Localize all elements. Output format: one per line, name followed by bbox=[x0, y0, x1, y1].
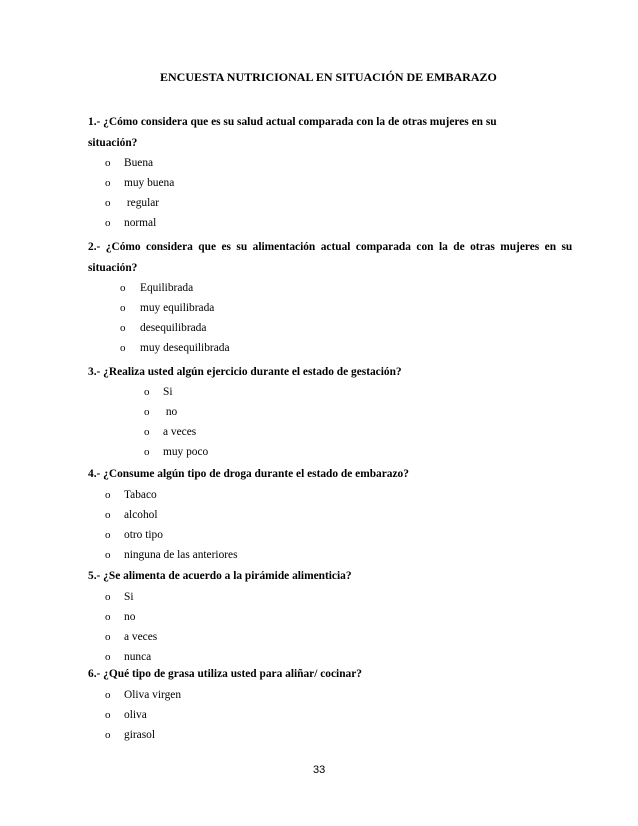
option-label: Tabaco bbox=[124, 489, 157, 501]
option-bullet: o bbox=[105, 217, 111, 229]
option-bullet: o bbox=[105, 689, 111, 701]
option-label: Buena bbox=[124, 157, 154, 169]
page-number: 33 bbox=[313, 764, 326, 776]
option-label: Si bbox=[124, 591, 134, 603]
option-label: ninguna de las anteriores bbox=[124, 549, 238, 561]
question-text: 5.- ¿Se alimenta de acuerdo a la pirámide alimenticia? bbox=[88, 570, 352, 582]
question-text-continued: situación? bbox=[88, 262, 138, 274]
option-label: oliva bbox=[124, 709, 147, 721]
option-label: nunca bbox=[124, 651, 152, 663]
option-bullet: o bbox=[105, 489, 111, 501]
option-bullet: o bbox=[144, 446, 150, 458]
option-label: normal bbox=[124, 217, 157, 229]
option-bullet: o bbox=[120, 342, 126, 354]
option-bullet: o bbox=[105, 591, 111, 603]
option-label: Oliva virgen bbox=[124, 689, 182, 701]
option-bullet: o bbox=[105, 611, 111, 623]
option-bullet: o bbox=[120, 302, 126, 314]
option-label: girasol bbox=[124, 729, 156, 741]
option-bullet: o bbox=[144, 386, 150, 398]
option-label: otro tipo bbox=[124, 529, 163, 541]
option-bullet: o bbox=[105, 177, 111, 189]
option-bullet: o bbox=[105, 157, 111, 169]
option-bullet: o bbox=[105, 651, 111, 663]
question-text: 2.- ¿Cómo considera que es su alimentación actual comparada con la de otras mujeres en su bbox=[88, 241, 573, 253]
option-bullet: o bbox=[144, 426, 150, 438]
question-text: 4.- ¿Consume algún tipo de droga durante el estado de embarazo? bbox=[88, 468, 409, 480]
option-label: no bbox=[163, 406, 178, 418]
option-bullet: o bbox=[105, 509, 111, 521]
option-label: muy poco bbox=[163, 446, 209, 458]
question-text: 1.- ¿Cómo considera que es su salud actual comparada con la de otras mujeres en su bbox=[88, 116, 497, 128]
option-label: muy equilibrada bbox=[140, 302, 215, 314]
question-text-continued: situación? bbox=[88, 137, 138, 149]
option-bullet: o bbox=[144, 406, 150, 418]
option-bullet: o bbox=[105, 197, 111, 209]
option-label: Equilibrada bbox=[140, 282, 194, 294]
option-label: muy buena bbox=[124, 177, 175, 189]
option-bullet: o bbox=[120, 322, 126, 334]
option-label: regular bbox=[124, 197, 160, 209]
question-text: 6.- ¿Qué tipo de grasa utiliza usted para aliñar/ cocinar? bbox=[88, 668, 362, 680]
option-label: Si bbox=[163, 386, 173, 398]
option-bullet: o bbox=[105, 709, 111, 721]
option-label: alcohol bbox=[124, 509, 158, 521]
option-bullet: o bbox=[105, 549, 111, 561]
option-label: desequilibrada bbox=[140, 322, 207, 334]
option-bullet: o bbox=[105, 529, 111, 541]
option-label: a veces bbox=[124, 631, 158, 643]
option-label: a veces bbox=[163, 426, 197, 438]
option-bullet: o bbox=[105, 631, 111, 643]
option-bullet: o bbox=[105, 729, 111, 741]
option-bullet: o bbox=[120, 282, 126, 294]
option-label: muy desequilibrada bbox=[140, 342, 230, 354]
option-label: no bbox=[124, 611, 136, 623]
document-title: ENCUESTA NUTRICIONAL EN SITUACIÓN DE EMBARAZO bbox=[160, 70, 497, 84]
question-text: 3.- ¿Realiza usted algún ejercicio durante el estado de gestación? bbox=[88, 366, 402, 378]
